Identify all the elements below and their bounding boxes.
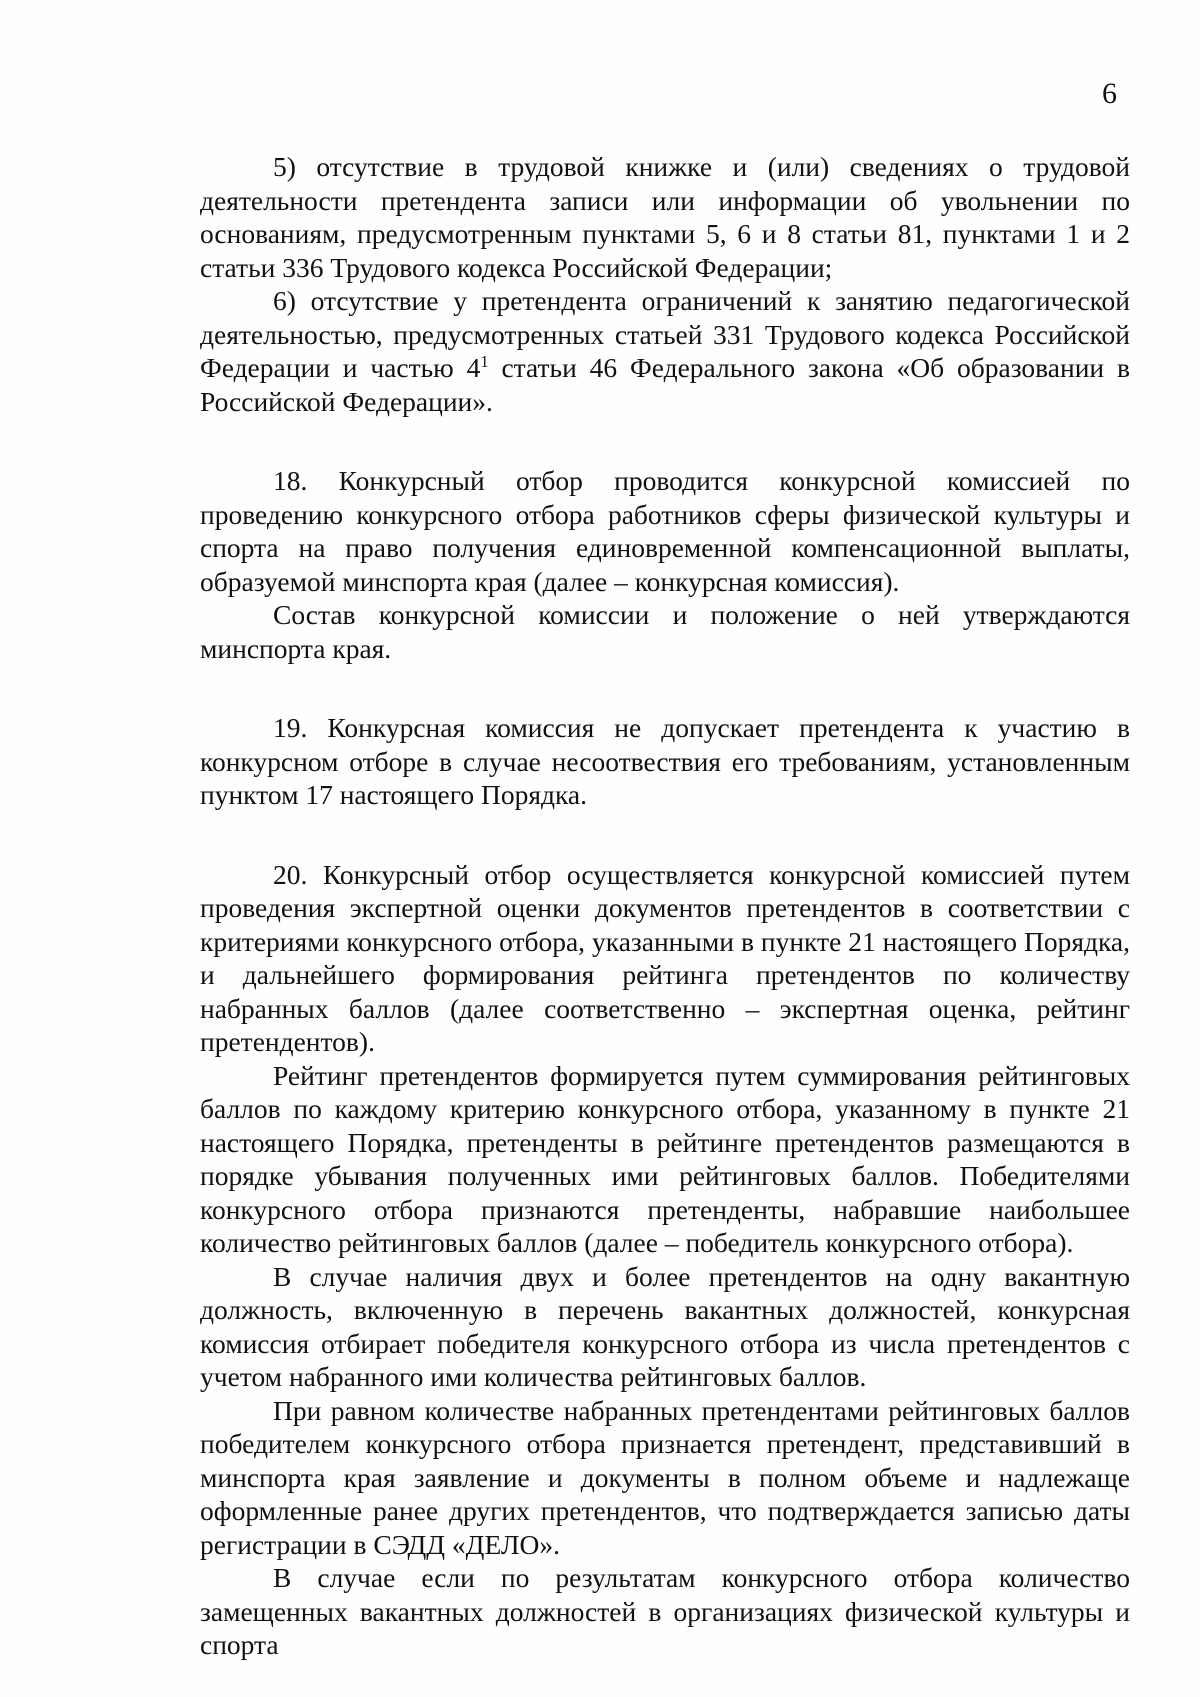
paragraph-item-6-text-end: статьи 46 Федерального закона «Об образовании в Российской Федерации». [200, 352, 1131, 417]
paragraph-20-results: В случае если по результатам конкурсного отбора количество замещенных вакантных должностей в организациях физической культуры и спорта [200, 1562, 1130, 1660]
page-number: 6 [1102, 77, 1117, 110]
paragraph-20-equal-points: При равном количестве набранных претендентами рейтинговых баллов победителем конкурсного отбора признается претендент, представивший в минспорта края заявление и документы в полном объеме и надлежаще оформленные ранее других претендентов, что подтверждается записью даты регистрации в СЭДД «ДЕЛО». [200, 1394, 1130, 1560]
paragraph-item-6 [200, 284, 1130, 418]
paragraph-item-6-text-start: 6) отсутствие у претендента ограничений к занятию педагогической деятельностью, предусмотренных статьей 331 Трудового кодекса Российской Федерации и частью 4 [200, 285, 1130, 383]
paragraph-20-rating: Рейтинг претендентов формируется путем суммирования рейтинговых баллов по каждому критерию конкурсного отбора, указанному в пункте 21 настоящего Порядка, претенденты в рейтинге претендентов размещаются в порядке убывания полученных ими рейтинговых баллов. Победителями конкурсного отбора признаются претенденты, набравшие наибольшее количество рейтинговых баллов (далее – победитель конкурсного отбора). [200, 1059, 1130, 1258]
paragraph-19: 19. Конкурсная комиссия не допускает претендента к участию в конкурсном отборе в случае несоотвествия его требованиям, установленным пунктом 17 настоящего Порядка. [200, 712, 1130, 810]
paragraph-18-composition: Состав конкурсной комиссии и положение о ней утверждаются минспорта края. [200, 599, 1130, 664]
paragraph-item-5: 5) отсутствие в трудовой книжке и (или) сведениях о трудовой деятельности претендента записи или информации об увольнении по основаниям, предусмотренным пунктами 5, 6 и 8 статьи 81, пунктами 1 и 2 статьи 336 Трудового кодекса Российской Федерации; [200, 151, 1130, 283]
paragraph-20: 20. Конкурсный отбор осуществляется конкурсной комиссией путем проведения экспертной оценки документов претендентов в соответствии с критериями конкурсного отбора, указанными в пункте 21 настоящего Порядка, и дальнейшего формирования рейтинга претендентов по количеству набранных баллов (далее соответственно – экспертная оценка, рейтинг претендентов). [200, 858, 1130, 1057]
document-body [200, 150, 1130, 1662]
superscript-1: 1 [480, 351, 489, 371]
paragraph-18: 18. Конкурсный отбор проводится конкурсной комиссией по проведению конкурсного отбора работников сферы физической культуры и спорта на право получения единовременной компенсационной выплаты, образуемой минспорта края (далее – конкурсная комиссия). [200, 465, 1130, 597]
paragraph-20-multiple-candidates: В случае наличия двух и более претендентов на одну вакантную должность, включенную в перечень вакантных должностей, конкурсная комиссия отбирает победителя конкурсного отбора из числа претендентов с учетом набранного ими количества рейтинговых баллов. [200, 1260, 1130, 1392]
